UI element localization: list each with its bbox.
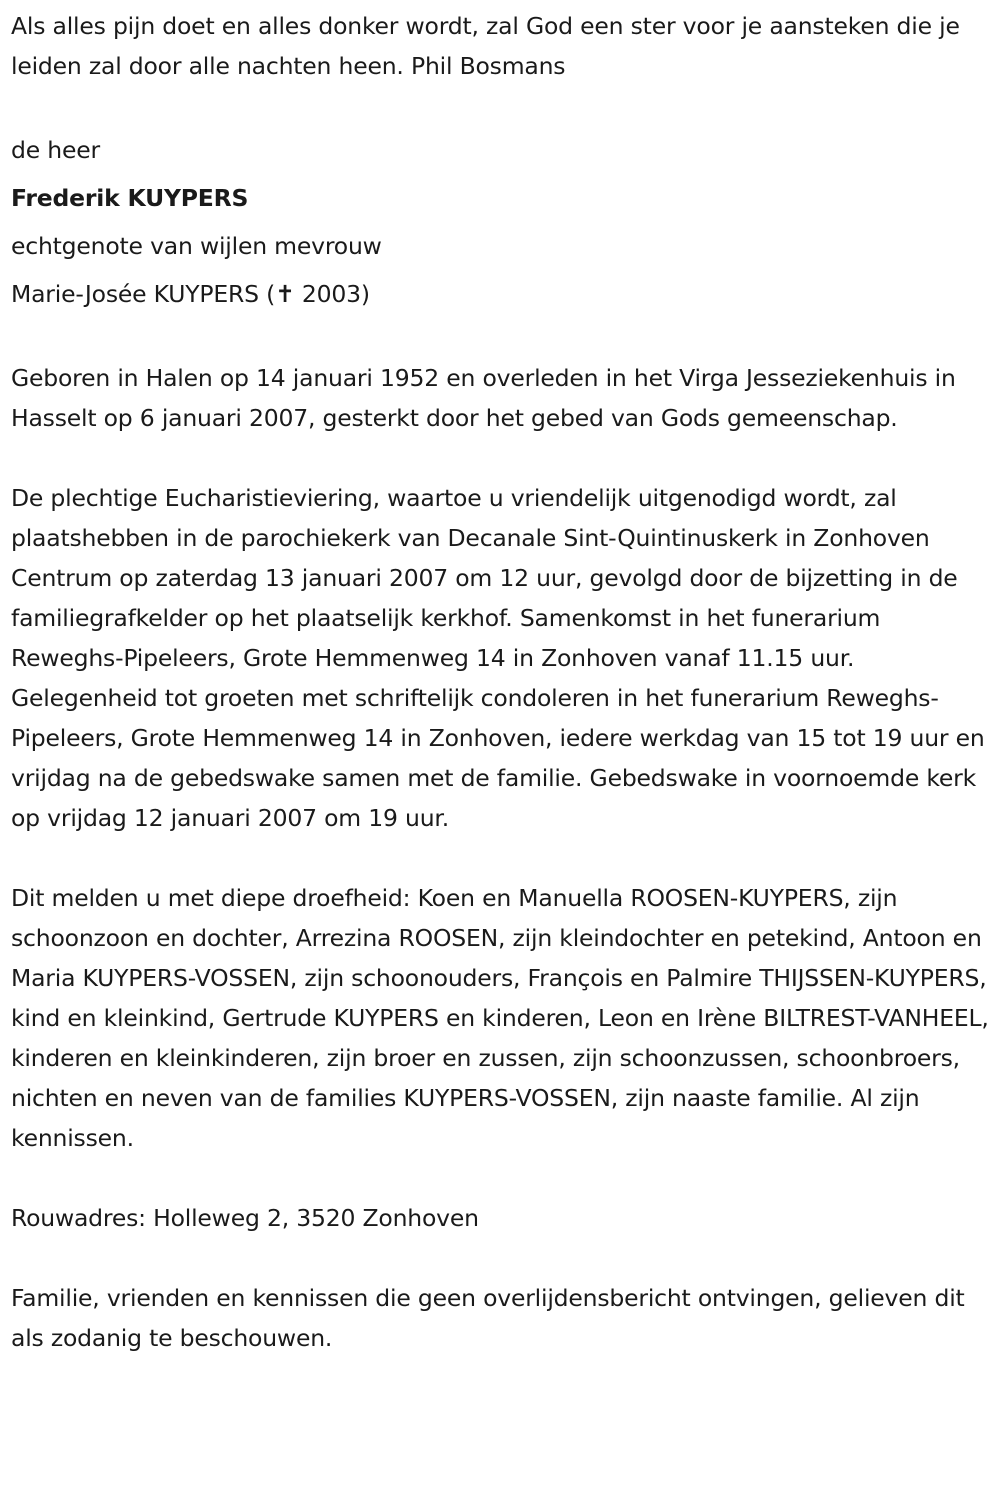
title-prefix: de heer <box>11 136 100 164</box>
death-notice <box>11 6 995 1358</box>
birth-death-paragraph: Geboren in Halen op 14 januari 1952 en overleden in het Virga Jesseziekenhuis in Hasselt op 6 januari 2007, gesterkt door het gebed van Gods gemeenschap. <box>11 364 956 432</box>
spouse-name: Marie-Josée KUYPERS (✝ 2003) <box>11 280 370 308</box>
mourning-address: Rouwadres: Holleweg 2, 3520 Zonhoven <box>11 1204 479 1232</box>
deceased-name: Frederik KUYPERS <box>11 184 249 212</box>
quote-paragraph: Als alles pijn doet en alles donker wordt, zal God een ster voor je aansteken die je leiden zal door alle nachten heen. Phil Bosmans <box>11 12 960 80</box>
ceremony-paragraph: De plechtige Eucharistieviering, waartoe u vriendelijk uitgenodigd wordt, zal plaatshebben in de parochiekerk van Decanale Sint-Quintinuskerk in Zonhoven Centrum op zaterdag 13 januari 2007 om 12 uur, gevolgd door de bijzetting in de familiegrafkelder op het plaatselijk kerkhof. Samenkomst in het funerarium Reweghs-Pipeleers, Grote Hemmenweg 14 in Zonhoven vanaf 11.15 uur. Gelegenheid tot groeten met schriftelijk condoleren in het funerarium Reweghs-Pipeleers, Grote Hemmenweg 14 in Zonhoven, iedere werkdag van 15 tot 19 uur en vrijdag na de gebedswake samen met de familie. Gebedswake in voornoemde kerk op vrijdag 12 januari 2007 om 19 uur. <box>11 484 985 832</box>
spouse-intro: echtgenote van wijlen mevrouw <box>11 232 382 260</box>
closing-paragraph: Familie, vrienden en kennissen die geen overlijdensbericht ontvingen, gelieven dit als zodanig te beschouwen. <box>11 1284 965 1352</box>
family-paragraph: Dit melden u met diepe droefheid: Koen en Manuella ROOSEN-KUYPERS, zijn schoonzoon en dochter, Arrezina ROOSEN, zijn kleindochter en petekind, Antoon en Maria KUYPERS-VOSSEN, zijn schoonouders, François en Palmire THIJSSEN-KUYPERS, kind en kleinkind, Gertrude KUYPERS en kinderen, Leon en Irène BILTREST-VANHEEL, kinderen en kleinkinderen, zijn broer en zussen, zijn schoonzussen, schoonbroers, nichten en neven van de families KUYPERS-VOSSEN, zijn naaste familie. Al zijn kennissen. <box>11 884 989 1152</box>
